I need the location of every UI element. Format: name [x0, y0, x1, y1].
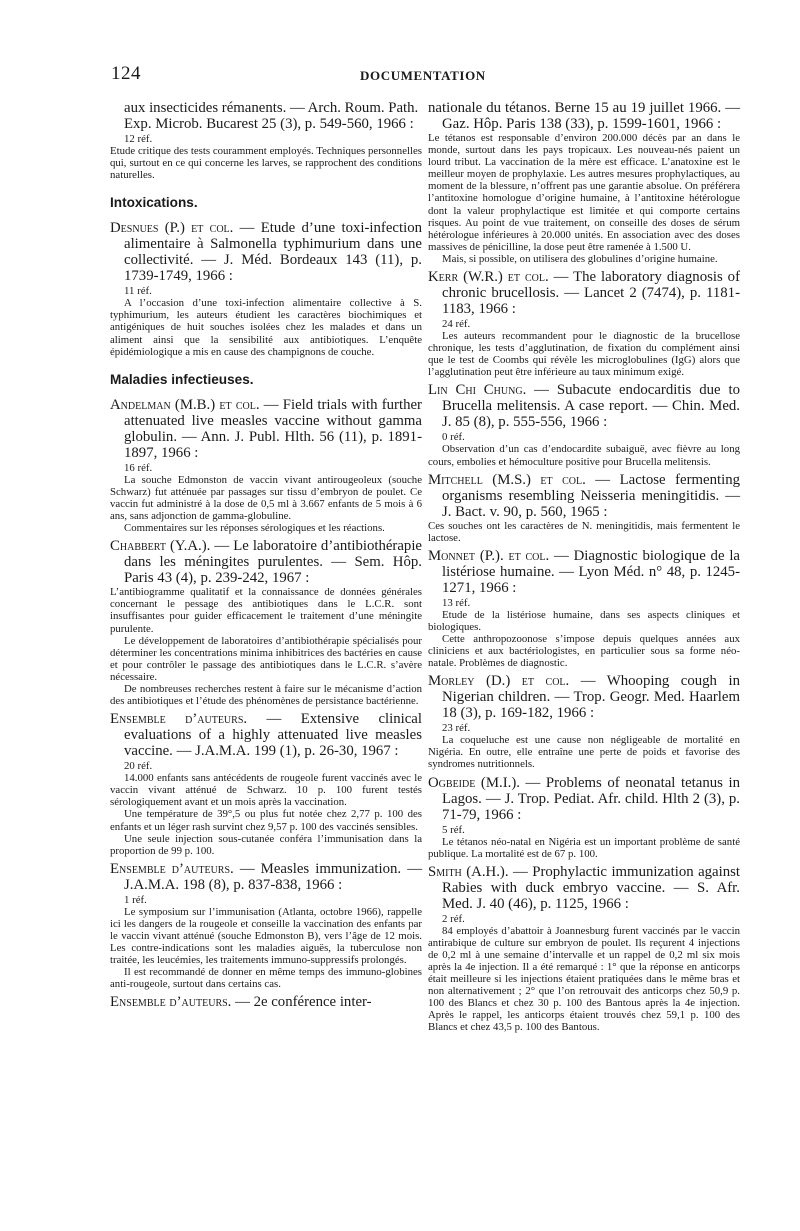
- entry-reference-text: — Measles immunization. — J.A.M.A. 198 (8), p. 837-838, 1966 :: [124, 860, 422, 893]
- bibliography-entry: [428, 775, 740, 860]
- abstract-paragraph: Etude de la listériose humaine, dans ses aspects cliniques et biologiques.: [428, 608, 740, 633]
- entry-citation: [110, 397, 422, 461]
- abstract-paragraph: A l’occasion d’une toxi-infection alimentaire collective à S. typhimurium, les auteurs étudient les caractères biochimiques et antigéniques de huit souches isolées chez les malades et dans un aliment ainsi que la sensibilité aux antibiotiques. L’enquête épidémiologique a mis en cause des champignons de couche.: [110, 297, 422, 358]
- entry-citation: [110, 220, 422, 284]
- abstract-paragraph: 14.000 enfants sans antécédents de rougeole furent vaccinés avec le vaccin vivant atténué de Schwarz. 10 p. 100 furent testés sérologiquement avant et un mois après la vaccination.: [110, 772, 422, 809]
- maladies-entries: [110, 397, 422, 1011]
- entry-abstract: [110, 297, 422, 357]
- bibliography-entry: [110, 711, 422, 857]
- abstract-paragraph: Le symposium sur l’immunisation (Atlanta, octobre 1966), rappelle ici les dangers de la rougeole et conseille la vaccination des enfants par le vaccin vivant atténué (souche Edmonston B), vers l’âge de 12 mois. Les contre-indications sont les maladies aiguës, la tuberculose non traitée, les leucémies, les traitements immuno-suppressifs prolongés.: [110, 905, 422, 967]
- entry-citation: [110, 994, 422, 1010]
- entry-citation: [110, 538, 422, 586]
- abstract-paragraph: Une seule injection sous-cutanée conféra l’immunisation dans la proportion de 99 p. 100.: [110, 832, 422, 857]
- entry-citation: [428, 382, 740, 430]
- entry-reference-text: — Field trials with further attenuated live measles vaccine without gamma globulin. — Ann. J. Publ. Hlth. 56 (11), p. 1891-1897, 1966 :: [124, 396, 422, 461]
- abstract-paragraph: L’antibiogramme qualitatif et la connaissance de données générales concernant le pessage des antibiotiques dans le L.C.R. sont insuffisantes pour guider efficacement le traitement d’une méningite purulente.: [110, 586, 422, 635]
- abstract-paragraph: Etude critique des tests couramment employés. Techniques personnelles qui, surtout en ce qui concerne les larves, se rapprochent des conditions naturelles.: [110, 145, 422, 182]
- entry-reference-text: nationale du tétanos. Berne 15 au 19 juillet 1966. — Gaz. Hôp. Paris 138 (33), p. 1599-1601, 1966 :: [428, 100, 740, 132]
- entry-abstract: [428, 925, 740, 1034]
- entry-citation: [428, 269, 740, 317]
- entry-refs: 0 réf.: [442, 431, 465, 444]
- right-entries: [428, 100, 740, 1034]
- entry-reference-text: — Le laboratoire d’antibiothérapie dans les méningites purulentes. — Sem. Hôp. Paris 43 (4), p. 239-242, 1967 :: [124, 538, 422, 587]
- entry-reference-text: — Extensive clinical evaluations of a highly attenuated live measles vaccine. — J.A.M.A. 199 (1), p. 26-30, 1967 :: [124, 711, 422, 760]
- bibliography-entry: [110, 994, 422, 1010]
- bibliography-entry: [428, 382, 740, 467]
- entry-refs: 2 réf.: [442, 912, 465, 925]
- entry-abstract: [110, 586, 422, 707]
- entry-abstract: [428, 609, 740, 669]
- entry-author: Monnet (P.). et col.: [428, 547, 550, 564]
- entry-author: Smith (A.H.).: [428, 863, 509, 880]
- abstract-paragraph: Observation d’un cas d’endocardite subaiguë, avec fièvre au long cours, embolies et hémoculture positive pour Brucella melitensis.: [428, 443, 740, 468]
- entry-citation: [428, 548, 740, 596]
- entry-refs: 20 réf.: [124, 760, 153, 773]
- abstract-paragraph: Une température de 39°,5 ou plus fut notée chez 2,77 p. 100 des enfants et un léger rash survint chez 9,57 p. 100 des vaccinés sensibles.: [110, 808, 422, 833]
- page-number: 124: [111, 63, 141, 84]
- entry-author: Kerr (W.R.) et col.: [428, 269, 549, 286]
- entry-refs: 23 réf.: [442, 722, 471, 735]
- entry-refs: 24 réf.: [442, 318, 471, 331]
- entry-reference-text: — 2e conférence inter-: [231, 994, 372, 1011]
- abstract-paragraph: Le développement de laboratoires d’antibiothérapie spécialisés pour déterminer les concentrations minima inhibitrices des bactéries en cause et pour contrôler le passage des antibiotiques dans le L.C.R. s’avère nécessaire.: [110, 634, 422, 683]
- entry-refs: 13 réf.: [442, 596, 471, 609]
- right-column: [428, 100, 740, 1038]
- entry-reference-text: — Diagnostic biologique de la listériose humaine. — Lyon Méd. n° 48, p. 1245-1271, 1966 :: [442, 547, 740, 596]
- abstract-paragraph: Les auteurs recommandent pour le diagnostic de la brucellose chronique, les tests d’agglutination, de fixation du complément ainsi que le test de Coombs qui révèle les microglobulines (IgG) alors que l’agglutination peut être inférieure au taux minimum exigé.: [428, 330, 740, 379]
- bibliography-entry: [110, 220, 422, 357]
- continuation-abstract: [110, 145, 422, 181]
- entry-reference-text: — Prophylactic immunization against Rabies with duck embryo vaccine. — S. Afr. Med. J. 40 (46), p. 1125, 1966 :: [442, 863, 740, 912]
- bibliography-entry: [428, 673, 740, 770]
- entry-citation: [428, 775, 740, 823]
- section-title-maladies: Maladies infectieuses.: [110, 371, 254, 387]
- intoxications-entries: [110, 220, 422, 357]
- entry-abstract: [110, 906, 422, 991]
- entry-reference-text: — Lactose fermenting organisms resembling Neisseria meningitidis. — J. Bact. v. 90, p. 560, 1965 :: [442, 471, 741, 520]
- entry-abstract: [428, 836, 740, 860]
- abstract-paragraph: Cette anthropozoonose s’impose depuis quelques années aux cliniciens et aux bactériologistes, en particulier sous sa forme néo-natale. Problèmes de diagnostic.: [428, 632, 740, 670]
- entry-abstract: [428, 734, 740, 770]
- continuation-entry: [110, 100, 422, 181]
- entry-author: Ensemble d’auteurs.: [110, 711, 248, 728]
- bibliography-entry: [428, 864, 740, 1034]
- entry-author: Andelman (M.B.) et col.: [110, 396, 260, 413]
- entry-author: Ensemble d’auteurs.: [110, 860, 234, 877]
- entry-reference-text: — Whooping cough in Nigerian children. — Trop. Geogr. Med. Haarlem 18 (3), p. 169-182, 1966 :: [442, 673, 740, 722]
- bibliography-entry: [428, 548, 740, 669]
- continuation-refs: 12 réf.: [124, 133, 153, 145]
- entry-refs: 1 réf.: [124, 893, 147, 906]
- entry-abstract: [428, 330, 740, 378]
- entry-reference-text: — Etude d’une toxi-infection alimentaire à Salmonella typhimurium dans une collectivité. — J. Méd. Bordeaux 143 (11), p. 1739-1749, 1966 :: [124, 220, 422, 285]
- entry-author: Desnues (P.) et col.: [110, 220, 234, 237]
- abstract-paragraph: Il est recommandé de donner en même temps des immuno-globines anti-rougeole, surtout dans certains cas.: [110, 966, 422, 991]
- running-title: DOCUMENTATION: [360, 68, 486, 83]
- abstract-paragraph: 84 employés d’abattoir à Joannesburg furent vaccinés par le vaccin antirabique de culture sur embryon de poulet. Ils reçurent 4 injections de 0,2 ml à une semaine d’intervalle et un rappel de 0,2 ml six mois après la 4e injection. Il a été remarqué : 1° que la réponse en anticorps était meilleure si les injections étaient pratiquées dans le même bras et non alternativement ; 2° que l’on retrouvait des anticorps chez 50,9 p. 100 des Blancs et chez 30 p. 100 des Bantous après la 4e injection. Après le rappel, les anticorps étaient trouvés chez 59,1 p. 100 des Blancs et chez 43,5 p. 100 des Bantous.: [428, 924, 740, 1034]
- left-column: [110, 100, 422, 1014]
- entry-citation: [110, 861, 422, 893]
- abstract-paragraph: Commentaires sur les réponses sérologiques et les réactions.: [124, 522, 385, 535]
- entry-author: Morley (D.) et col.: [428, 673, 570, 690]
- entry-abstract: [428, 443, 740, 467]
- entry-citation: [428, 100, 740, 132]
- continuation-citation: aux insecticides rémanents. — Arch. Roum. Path. Exp. Microb. Bucarest 25 (3), p. 549-560, 1966 :: [124, 100, 419, 132]
- entry-author: Chabbert (Y.A.).: [110, 538, 211, 555]
- abstract-paragraph: Mais, si possible, on utilisera des globulines d’origine humaine.: [442, 252, 718, 265]
- entry-author: Mitchell (M.S.) et col.: [428, 471, 586, 488]
- entry-abstract: [428, 520, 740, 544]
- bibliography-entry: [110, 397, 422, 534]
- entry-citation: [428, 472, 740, 520]
- abstract-paragraph: De nombreuses recherches restent à faire sur le mécanisme d’action des antibiotiques et l’étude des phénomènes de persistance bactérienne.: [110, 682, 422, 708]
- abstract-paragraph: La souche Edmonston de vaccin vivant antirougeoleux (souche Schwarz) fut atténuée par passages sur tissu d’embryon de poulet. Ce vaccin fut administré à la dose de 0,5 ml à 3.667 enfants de 5 mois à 6 ans, sans adjonction de gamma-globuline.: [110, 473, 422, 523]
- bibliography-entry: [428, 269, 740, 378]
- abstract-paragraph: Le tétanos néo-natal en Nigéria est un important problème de santé publique. La mortalité est de 67 p. 100.: [428, 835, 740, 860]
- bibliography-entry: [428, 100, 740, 265]
- entry-abstract: [110, 772, 422, 857]
- entry-reference-text: — Subacute endocarditis due to Brucella melitensis. A case report. — Chin. Med. J. 85 (8), p. 555-556, 1966 :: [442, 382, 740, 431]
- entry-author: Ogbeide (M.I.).: [428, 774, 520, 791]
- entry-refs: 16 réf.: [124, 461, 153, 474]
- entry-citation: [428, 864, 740, 912]
- entry-reference-text: — The laboratory diagnosis of chronic brucellosis. — Lancet 2 (7474), p. 1181-1183, 1966 :: [442, 269, 740, 318]
- abstract-paragraph: Le tétanos est responsable d’environ 200.000 décès par an dans le monde, surtout dans les pays tropicaux. Les nouveau-nés paient un lourd tribut. La vaccination de la mère est efficace. L’anatoxine est le meilleur moyen de prophylaxie. Les autres mesures prophylactiques, au moment de la blessure, n’offrent pas une garantie absolue. On préférera l’antitoxine homologue d’origine humaine, à l’antitoxine hétérologue dont la valeur prophylactique est limitée et qui comporte certains risques. Au point de vue traitement, on conseille des doses de sérum hétérologue inférieures à 20.000 unités. En association avec des doses massives de pénicilline, la dose peut être ramenée à 1.500 U.: [428, 132, 740, 253]
- abstract-paragraph: Ces souches ont les caractères de N. meningitidis, mais fermentent le lactose.: [428, 519, 740, 544]
- section-title-intoxications: Intoxications.: [110, 195, 198, 211]
- entry-abstract: [428, 132, 740, 265]
- entry-citation: [110, 711, 422, 759]
- entry-author: Ensemble d’auteurs.: [110, 994, 232, 1011]
- bibliography-entry: [428, 472, 740, 544]
- entry-reference-text: — Problems of neonatal tetanus in Lagos. — J. Trop. Pediat. Afr. child. Hlth 2 (3), p. 71-79, 1966 :: [442, 774, 740, 823]
- entry-abstract: [110, 474, 422, 534]
- entry-citation: [428, 673, 740, 721]
- bibliography-entry: [110, 861, 422, 991]
- abstract-paragraph: La coqueluche est une cause non négligeable de mortalité en Nigéria. En outre, elle entraîne une perte de poids et favorise des syndromes nutritionnels.: [428, 734, 740, 771]
- entry-refs: 5 réf.: [442, 823, 465, 836]
- entry-author: Lin Chi Chung.: [428, 382, 527, 399]
- bibliography-entry: [110, 538, 422, 707]
- entry-refs: 11 réf.: [124, 285, 152, 298]
